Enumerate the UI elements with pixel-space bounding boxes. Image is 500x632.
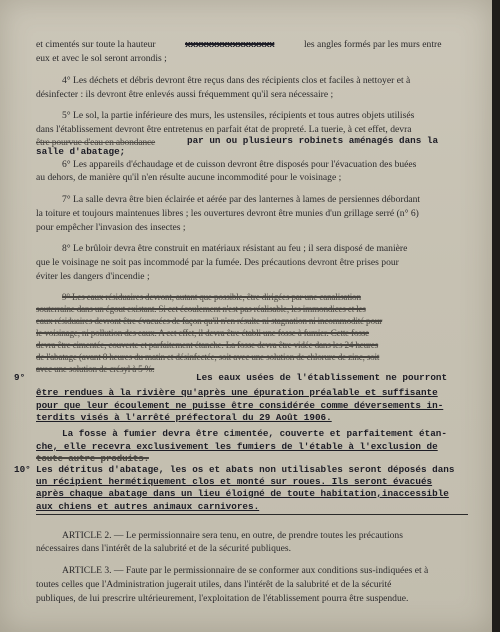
struck-line: le voisinage, ni pollution des eaux. A cet effet, il devra être établi une fosse à fumier. Cette fosse [36, 328, 370, 338]
typed-insertion: salle d'abatage; [36, 146, 126, 157]
struck-line: devra être cimentée, couverte et parfaitement étanche. La fosse devra être vidée dans les 24 heures [36, 340, 379, 350]
typed-line: être rendues à la rivière qu'après une épuration préalable et suffisante [36, 387, 438, 398]
typed-line: La fosse à fumier devra être cimentée, couverte et parfaitement étan- [62, 428, 447, 439]
typed-strikeout: xxxxxxxxxxxxxxxxx [185, 39, 275, 50]
text-line: ARTICLE 2. — Le permissionnaire sera tenu, en outre, de prendre toutes les précautions [62, 530, 403, 541]
text-line: pour empêcher l'invasion des insectes ; [36, 222, 186, 233]
text-line: eux et avec le sol seront arrondis ; [36, 53, 167, 64]
text-line: publiques, de lui prescrire ultérieurement, l'exploitation de l'établissement pourra être suspendue. [36, 593, 409, 604]
text-line: ARTICLE 3. — Faute par le permissionnaire de se conformer aux conditions sus-indiquées et à [62, 565, 429, 576]
text-line: que le voisinage ne soit pas incommodé par la fumée. Des précautions devront être prises pour [36, 257, 399, 268]
struck-phrase: être pourvue d'eau en abondance [36, 137, 156, 148]
text-line: la toiture et toujours maintenues libres ; les ouvertures devront être munies d'un grillage serré (n° 6) [36, 208, 419, 219]
struck-line: souterraine dans un égout existant. Si cet écoulement n'est pas réalisable, les immondices et les [36, 304, 366, 314]
text-line: et cimentés sur toute la hauteur [36, 39, 156, 50]
struck-line: de l'abatage (avant 8 heures du matin et désinfectée, soit avec une solution de chlorure de zinc, soit [36, 352, 380, 362]
typed-line: Les eaux usées de l'établissement ne pourront [196, 372, 448, 383]
typed-line: Les détritus d'abatage, les os et abats non utilisables seront déposés dans [36, 464, 455, 475]
text-line: 5° Le sol, la partie inférieure des murs, les ustensiles, récipients et tous autres objets utilisés [62, 110, 415, 121]
scan-edge [492, 0, 500, 632]
struck-line: avec une solution de crésyl à 5 %. [36, 364, 155, 374]
text-line: les angles formés par les murs entre [304, 39, 442, 50]
typed-line: pour que leur écoulement ne puisse être considérée comme déversements in- [36, 400, 444, 411]
typed-line: che, elle recevra exclusivement les fumiers de l'étable à l'exclusion de [36, 441, 438, 452]
text-line: 6° Les appareils d'échaudage et de cuisson devront être disposés pour l'évacuation des buées [62, 159, 417, 170]
typed-line: toute autre produits. [36, 453, 149, 464]
text-line: 8° Le brûloir devra être construit en matériaux résistant au feu ; il sera disposé de manière [62, 243, 408, 254]
underline-rule [36, 514, 468, 515]
text-line: 7° La salle devra être bien éclairée et aérée par des lanternes à lames de persiennes débordant [62, 194, 421, 205]
text-line: 4° Les déchets et débris devront être reçus dans des récipients clos et faciles à nettoyer et à [62, 75, 411, 86]
struck-line: 9° Les eaux résiduaires devront, autant que possible, être dirigées par une canalisation [62, 292, 361, 302]
typed-line: après chaque abatage dans un lieu éloigné de toute habitation,inaccessible [36, 488, 449, 499]
typed-line: terdits visés à l'arrêté préfectoral du 29 Août 1906. [36, 412, 332, 423]
typed-insertion: par un ou plusieurs robinets aménagés dans la [187, 135, 439, 146]
text-line: dans l'établissement devront être entretenus en parfait état de propreté. La tuerie, à cet effet, devra [36, 124, 412, 135]
text-line: désinfecter : ils devront être enlevés aussi fréquemment qu'il sera nécessaire ; [36, 89, 334, 100]
text-line: au dehors, de manière qu'il n'en résulte aucune incommodité pour le voisinage ; [36, 172, 342, 183]
text-line: toutes celles que l'Administration jugerait utiles, dans l'intérêt de la salubrité et de la sécurité [36, 579, 392, 590]
typed-line: aux chiens et autres animaux carnivores. [36, 501, 260, 512]
item-number: 10° [14, 464, 31, 475]
typed-line: un récipient hermétiquement clos et monté sur roues. Ils seront évacués [36, 476, 433, 487]
item-number: 9° [14, 372, 26, 383]
text-line: nécessaires dans l'intérêt de la salubrité et de la sécurité publiques. [36, 543, 292, 554]
struck-line: eaux résiduaires devront être évacuées de façon qu'il n'en résulte ni stagnation ni incommodité pour [36, 316, 383, 326]
text-line: éviter les dangers d'incendie ; [36, 271, 150, 282]
